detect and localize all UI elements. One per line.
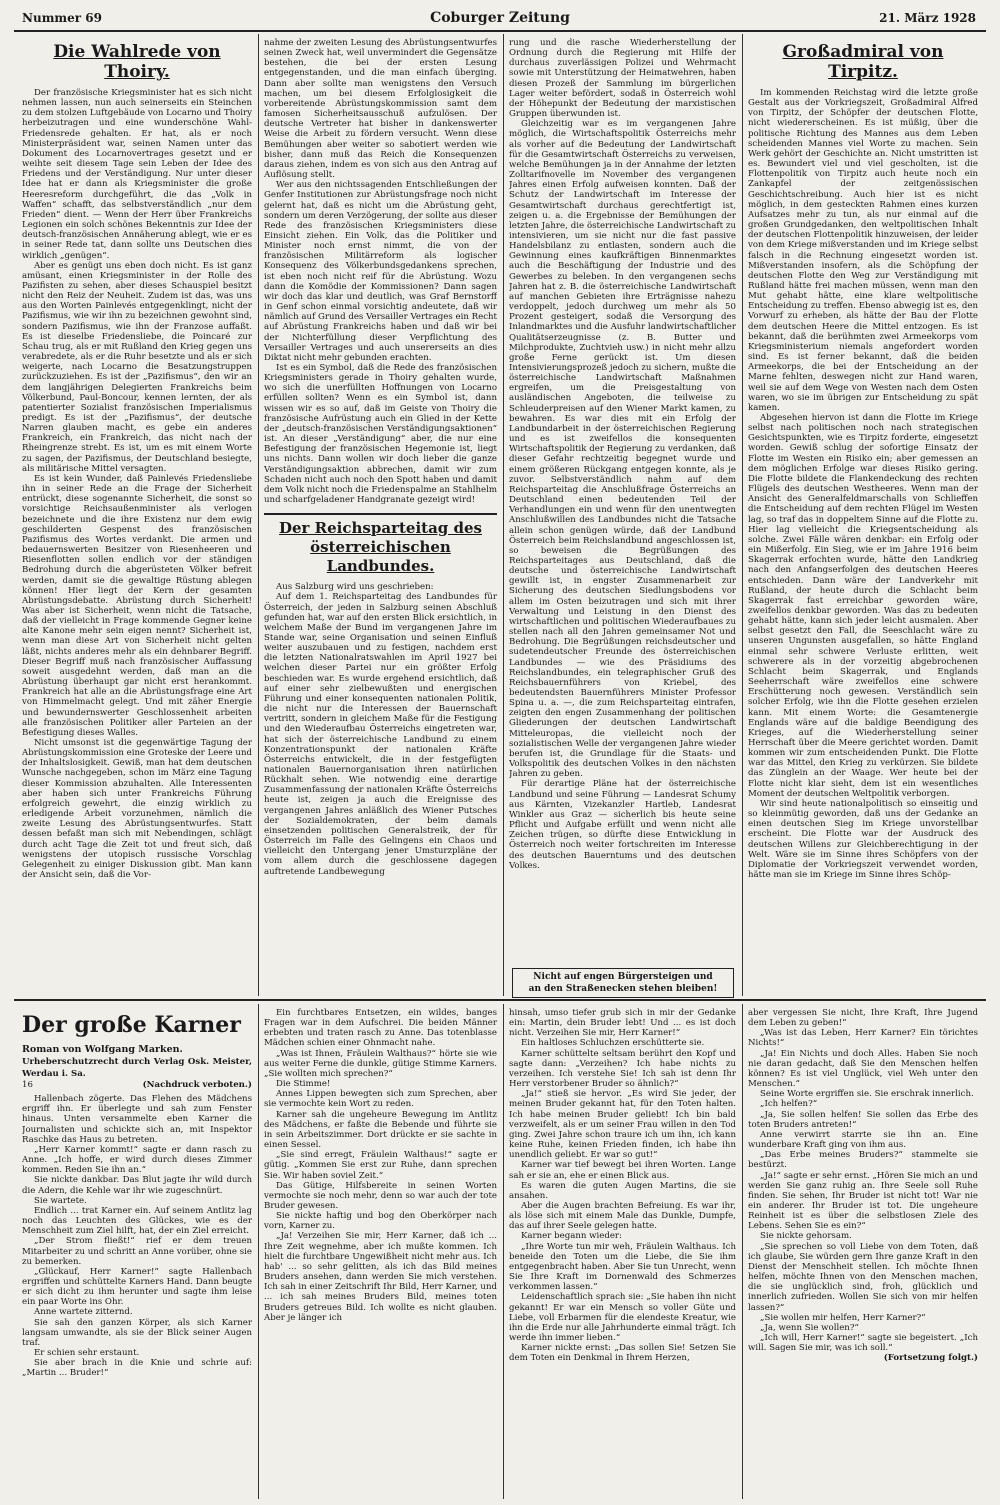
paragraph: Gleichzeitig war es im vergangenen Jahre möglich, die Wirtschaftspolitik Österreichs mehr als vorher auf die Bedeutung der Landwirtschaft für die Gesamtwirtschaft Österreichs zu verweisen, welche Bemühungen ja in der Annahme der letzten Zolltarifnovelle im November des vergangenen Jahres einen Erfolg aufweisen konnten. Daß der Schutz der Landwirtschaft im Interesse der Gesamtwirtschaft durchaus gerechtfertigt ist, zeigen u. a. die Ergebnisse der Bemühungen der letzten Jahre, die österreichische Landwirtschaft zu intensivieren, um sie nicht nur die fast passive Handelsbilanz zu entlasten, sondern auch die Gewinnung eines kaufkräftigen Binnenmarktes auch die Beschäftigung der Industrie und des Gewerbes zu beleben. In den vergangenen sechs Jahren hat z. B. die österreichische Landwirtschaft auf manchen Gebieten ihre Erträgnisse nahezu verdoppelt, jedoch durchweg um mehr als 50 Prozent gesteigert, sodaß die Versorgung des Inlandmarktes und die Ausfuhr landwirtschaftlicher Qualitätserzeugnisse (z. B. Butter und Milchprodukte, Zuchtvieh usw.) in nicht mehr allzu große Ferne gerückt ist. Um diesen Intensivierungsprozeß jedoch zu sichern, mußte die österreichische Landwirtschaft Maßnahmen ergreifen, um die Preisgestaltung von ausländischen Angeboten, die teilweise zu Schleuderpreisen auf den Wiener Markt kamen, zu bewahren. Es war dies mit ein Erfolg der Landbundarbeit in der österreichischen Regierung und es ist zweifellos die konsequenten Wirtschaftspolitik der Regierung zu verdanken, daß dieser Gefahr rechtzeitig begegnet wurde und einem größeren Rückgang entgegen konnte, als je zuvor. Selbstverständlich nahm auf dem Reichsparteitag die Anschlußfrage Österreichs an Deutschland einen bedeutenden Teil der Verhandlungen ein und wenn für den unentwegten Anschlußwillen des Landbundes nicht die Tatsache allein schon genügen würde, daß der Landbund Österreich beim Reichslandbund angeschlossen ist, so beweisen die Begrüßungen des Reichsparteitages aus Deutschland, daß die deutsche und österreichische Landwirtschaft gewillt ist, in engster Zusammenarbeit zur Sicherung des deutschen Siedlungsbodens vor allem im Osten beizutragen und sich mit ihrer Verwaltung und Leistung in den Dienst des wirtschaftlichen und politischen Wiederaufbaues zu stellen nach all den Jahren gemeinsamer Not und Bedrohung. Die Begrüßungen reichsdeutscher und sudetendeutscher Freunde des österreichischen Landbundes — wie des Präsidiums des Reichslandbundes, ein telegraphischer Gruß des Reichsbauernführers von Kriebel, des bedeutendsten Bauernführers Minister Professor Spina u. a. —, die zum Reichsparteitag eintrafen, zeigten den engen Zusammenhang der politischen Gliederungen der deutschen Landwirtschaft Mitteleuropas, die vielleicht noch der sozialistischen Welle der vergangenen Jahre wieder berufen ist, die Grundlage für die Staats- und Volkspolitik des deutschen Volkes in den nächsten Jahren zu geben.: [509, 119, 736, 780]
serial-title: Der große Karner: [22, 1012, 241, 1038]
article-tirpitz: [748, 38, 978, 996]
paragraph: Es ist kein Wunder, daß Painlevés Friedensliebe ihn in seiner Rede an die Frage der Sicherheit entrückt, diese sogenannte Sicherheit, die sonst so vorsichtige Reichsaußenminister als verlogen bezeichnete und die ihre Existenz nur dem ewig geschilderten Gespenst des französischen Pazifismus des Wortes verdankt. Die armen und bedauernswerten Besitzer von Riesenheeren und Riesenflotten sollen endlich vor der ständigen Bedrohung durch die abgerüsteten Völker befreit werden, damit sie die gewaltige Rüstung ablegen können! Hier liegt der Kern der gesamten Abrüstungsdebatte. Abrüstung durch Sicherheit! Was aber ist Sicherheit, wenn nicht die Tatsache, daß der vielleicht in Frage kommende Gegner keine alte Kanone mehr sein eigen nennt? Sicherheit ist, wenn man diese Art von Sicherheit nicht gelten läßt, nichts anderes mehr als ein dehnbarer Begriff. Dieser Begriff muß nach französischer Auffassung soweit ausgedehnt werden, daß man an die Abrüstung überhaupt gar nicht erst herankommt. Frankreich hat alle an die Abrüstungsfrage eine Art von Himmelmacht gelegt. Und mit zäher Energie und bewundernswerter Geschlossenheit arbeiten alle französischen Politiker aller Parteien an der Befestigung dieses Walles.: [22, 473, 252, 738]
paragraph: „Herr Karner kommt!“ sagte er dann rasch zu Anne. „Ich hoffe, er wird durch dieses Zimmer kommen. Reden Sie ihn an.“: [22, 1144, 252, 1176]
paragraph: Annes Lippen bewegten sich zum Sprechen, aber sie vermochte kein Wort zu reden.: [264, 1089, 497, 1110]
paragraph: Für derartige Pläne hat der österreichische Landbund und seine Führung — Landesrat Schumy aus Kärnten, Vizekanzler Hartleb, Landesrat Winkler aus Graz — sicherlich bis heute seine Pflicht und Aufgabe erfüllt und wenn nicht alle Zeichen trügen, so dürfte diese Entwicklung in Österreich noch weiter fortschreiten im Interesse des deutschen Bauerntums und des deutschen Volkes.: [509, 779, 736, 871]
issue-date: 21. März 1928: [879, 11, 976, 25]
paragraph: „Glückauf, Herr Karner!“ sagte Hallenbach ergriffen und schüttelte Karners Hand. Dann beugte er sich dicht zu ihm herunter und sagte ihm leise ein paar Worte ins Ohr.: [22, 1266, 252, 1308]
paragraph: Karner sah die ungeheure Bewegung im Antlitz des Mädchens, er faßte die Bebende und führte sie in sein Arbeitszimmer. Dort drückte er sie sachte in einen Sessel.: [264, 1109, 497, 1151]
column-2: [264, 38, 497, 996]
paragraph: Sie aber brach in die Knie und schrie auf: „Martin ... Bruder!“: [22, 1358, 252, 1379]
paragraph: Seine Worte ergriffen sie. Sie erschrak innerlich.: [760, 1089, 974, 1100]
paragraph: Leidenschaftlich sprach sie: „Sie haben ihn nicht gekannt! Er war ein Mensch so voller Güte und Liebe, voll Erbarmen für die elendeste Kreatur, wie ihn die Erde nur alle Jahrhunderte einmal trägt. Ich werde ihn immer lieben.“: [509, 1292, 736, 1343]
paragraph: „Ihre Worte tun mir weh, Fräulein Walthaus. Ich beneide den Toten um die Liebe, die Sie ihm entgegenbracht haben. Aber Sie tun Unrecht, wenn Sie Ihre Kraft im Dornenwald des Schmerzes verkommen lassen.“: [509, 1241, 736, 1293]
paragraph: „Was ist das Leben, Herr Karner? Ein törichtes Nichts!“: [748, 1028, 978, 1049]
paragraph: Sie nickte dankbar. Das Blut jagte ihr wild durch die Adern, die Kehle war ihr wie zugeschnürt.: [22, 1175, 252, 1196]
paragraph: „Ja, wenn Sie wollen?“: [760, 1322, 859, 1333]
serial-column-2: [264, 1008, 497, 1498]
serial-copyright: Urheberschutzrecht durch Verlag Osk. Meister, Werdau i. Sa.: [22, 1057, 252, 1079]
paragraph: Sie nickte haftig und bog den Oberkörper nach vorn, Karner zu.: [264, 1211, 497, 1232]
paragraph: Aber die Augen brachten Befreiung. Es war ihr, als löse sich mit einem Male das Dunkle, Dumpfe, das auf ihrer Seele gelegen hatte.: [509, 1200, 736, 1232]
serial-column-4: [748, 1008, 978, 1498]
issue-number: Nummer 69: [22, 11, 102, 25]
paragraph: Karner war tief bewegt bei ihren Worten. Lange sah er sie an, ehe er einen Blick aus.: [509, 1160, 736, 1181]
paragraph: „Sie sprechen so voll Liebe von dem Toten, daß ich glaube, Sie würden gern Ihre ganze Kraft in den Dienst der Menschheit stellen. Ich möchte Ihnen helfen, möchte Ihnen von den Menschen machen, die sie unglücklich sind, froh, glücklich und innerlich zufrieden. Wollen Sie sich von mir helfen lassen?“: [748, 1241, 978, 1313]
paragraph: „Ja! Verzeihen Sie mir, Herr Karner, daß ich ... Ihre Zeit wegnehme, aber ich mußte kommen. Ich hielt die furchtbare Ungewißheit nicht mehr aus. Ich hab' ... so sehr gelitten, als ich das Bild meines Bruders ansehen, dann werden Sie mich verstehen. Ich sah in einer Zeitschrift Ihr Bild, Herr Karner, und ... ich sah meines Bruders Bild, meines toten Bruders getreues Bild. Ich wollte es nicht glauben. Aber je länger ich: [264, 1231, 497, 1323]
column-rule: [742, 34, 743, 996]
paragraph: „Sie sind erregt, Fräulein Walthaus!“ sagte er gütig. „Kommen Sie erst zur Ruhe, dann sprechen Sie. Wir haben soviel Zeit.“: [264, 1150, 497, 1181]
serial-reprint-note: (Nachdruck verboten.): [142, 1080, 252, 1090]
serial-number: 16: [22, 1080, 33, 1090]
paragraph: Abgesehen hiervon ist dann die Flotte im Kriege selbst nach politischen noch nach strategischen Gesichtspunkten, wie es Tirpitz forderte, eingesetzt worden. Gewiß schlug der sofortige Einsatz der Flotte im Westen ein Risiko ein; aber gemessen an dem möglichen Erfolge war dieses Risiko gering. Die Flotte bildete die Flankendeckung des rechten Flügels des deutschen Westheeres. Wenn man der Ansicht des Generalfeldmarschalls von Schlieffen die Entscheidung auf dem rechten Flügel im Westen lag, so traf das in doppeltem Sinne auf die Flotte zu. Hier lag vielleicht die Kriegsentscheidung als solche. Zwei Fälle wären denkbar: ein Erfolg oder ein Mißerfolg. Ein Sieg, wie er im Jahre 1916 beim Skagerrak erfochten wurde, hätte den Landkrieg nach den Anfangserfolgen des deutschen Heeres entschieden. Dann wäre der Landverkehr mit Rußland, der heute durch die Schlacht beim Skagerrak fast erreichbar geworden wäre, zweifellos denkbar geworden. Was das zu bedeuten gehabt hätte, kann sich jeder leicht ausmalen. Aber selbst gesetzt den Fall, die Seeschlacht wäre zu unseren Ungunsten ausgefallen, so hätte England einmal sehr schwere Verluste erlitten, weit schwerere als in der vorzeitig abgebrochenen Schlacht beim Skagerrak, und Englands Seeherrschaft wäre zweifellos eine schwere Erschütterung noch gewesen. Verständlich sein solcher Erfolg, wie ihn die Flotte gesehen erzielen kann. Mit einem Worte: die Gesamtenergie Englands wäre auf die baldige Beendigung des Krieges, auf die Wiederherstellung seiner Herrschaft über die Meere gerichtet worden. Damit kommen wir zum entscheidenden Punkt. Die Flotte war das Mittel, den Krieg zu verkürzen. Sie bildete das Zünglein an der Waage. Wer heute bei der Flotte nicht klar sieht, dem ist ein wesentliches Moment der deutschen Weltpolitik verborgen.: [748, 413, 978, 799]
paragraph: aber vergessen Sie nicht, Ihre Kraft, Ihre Jugend dem Leben zu geben!“: [748, 1008, 978, 1029]
article-title: Die Wahlrede von Thoiry.: [53, 42, 221, 82]
column-3: [509, 38, 736, 963]
column-rule: [258, 1004, 259, 1499]
article-wahlrede: [22, 38, 252, 996]
column-rule: [742, 1004, 743, 1499]
paragraph: Ein haltloses Schluchzen erschütterte sie.: [521, 1038, 705, 1049]
serial-column-3: [509, 1008, 736, 1498]
paragraph: Nicht umsonst ist die gegenwärtige Tagung der Abrüstungskommission eine Groteske der Leere und der Inhaltslosigkeit. Gewiß, man hat dem deutschen Wunsche nachgegeben, schon im März eine Tagung dieser Kommission abzuhalten. Alle Interessenten aber haben sich unter Frankreichs Führung erfolgreich gewehrt, die einzig wirklich zu erledigende Arbeit vorzunehmen, nämlich die zweite Lesung des Abrüstungsentwurfes. Statt dessen befaßt man sich mit Nebendingen, schlägt durch acht Tage die Zeit tot und freut sich, daß wenigstens der utopisch russische Vorschlag Gelegenheit zu einiger Diskussion gibt. Man kann der Ansicht sein, daß die Vor-: [22, 738, 252, 881]
continuation-note: (Fortsetzung folgt.): [883, 1353, 978, 1364]
paragraph: Der französische Kriegsminister hat es sich nicht nehmen lassen, nun auch seinerseits ein Steinchen zu dem stolzen Luftgebäude von Locarno und Thoiry herbeizutragen und eine wunderschöne Wahl-Friedensrede gehalten. Er hat, als er noch Ministerpräsident war, seinen Namen unter das Dokument des Locarnovertrages gesetzt und er weihte seit diesem Tage sein Leben der Idee des Friedens und der Verständigung. Nur unter dieser Idee hat er dann als Kriegsminister die große Heeresreform durchgeführt, die das „Volk in Waffen“ schafft, das selbstverständlich „nur dem Frieden“ dient. — Wenn der Herr über Frankreichs Legionen ein solch schönes Bekenntnis zur Idee der deutsch-französischen Annäherung ablegt, wie er es in seiner Rede tat, dann sollte uns Deutschen dies wirklich „genügen“.: [22, 88, 252, 261]
paragraph: „Ja!“ sagte er sehr ernst. „Hören Sie mich an und werden Sie ganz ruhig an. Ihre Seele soll Ruhe finden. Sie sehen, Ihr Bruder ist nicht tot! War nie ein anderer. Ihr Bruder ist tot. Die ungeheure Reinheit ist es über die selbstlosen Ziele des Lebens. Sehen Sie es ein?“: [748, 1170, 978, 1232]
notice-line: Nicht auf engen Bürgersteigen und: [533, 972, 713, 982]
paragraph: nahme der zweiten Lesung des Abrüstungsentwurfes seinen Zweck hat, weil unvermindert die Gegensätze bestehen, die bei der ersten Lesung entgegenstanden, und die man einfach überging. Dann aber sollte man wenigstens den Versuch machen, um bei diesem Erfolglosigkeit die vorbereitende Abrüstungskommission samt dem famosen Sicherheitsausschuß aufzulösen. Der deutsche Vertreter hat bisher in dankenswerter Weise die Arbeit zu fördern versucht. Wenn diese Bemühungen aber weiter so sabotiert werden wie bisher, dann muß das Reich die Konsequenzen daraus ziehen, indem es von sich aus den Antrag auf Auflösung stellt.: [264, 38, 497, 181]
article-divider: [264, 513, 497, 515]
paragraph: Karner begann wieder:: [521, 1231, 622, 1242]
notice-line: an den Straßenecken stehen bleiben!: [528, 984, 718, 994]
paragraph: „Ja! Ein Nichts und doch Alles. Haben Sie noch nie daran gedacht, daß Sie den Menschen helfen können? Es ist viel Unglück, viel Weh unter den Menschen.“: [748, 1048, 978, 1090]
paragraph: „Der Strom fließt!“ rief er dem treuen Mitarbeiter zu und schritt an Anne vorüber, ohne sie zu bemerken.: [22, 1236, 252, 1267]
serial-column-1: [22, 1008, 252, 1498]
paragraph: „Was ist Ihnen, Fräulein Walthaus?“ hörte sie wie aus weiter Ferne die dunkle, gütige Stimme Karners. „Sie wollten mich sprechen?“: [264, 1048, 497, 1079]
column-rule: [503, 34, 504, 996]
paragraph: Ist es ein Symbol, daß die Rede des französischen Kriegsministers gerade in Thoiry gehalten wurde, wo sich die unerfüllten Hoffnungen von Locarno erfüllen sollten? Wenn es ein Symbol ist, dann wissen wir es so auf, daß im Geiste von Thoiry die französische Aufrüstung auch ein Glied in der Kette der „deutsch-französischen Verständigungsaktionen“ ist. An dieser „Verständigung“ aber, die nur eine Befestigung der französischen Hegemonie ist, liegt uns nichts. Dann wollen wir doch lieber die ganze Verständigungsaktion abbrechen, damit wir zum Schaden nicht auch noch den Spott haben und damit dem Volk nicht noch die Friedenspalme an Stahlhelm und scharfgeladener Handgranate gezeigt wird!: [264, 363, 497, 506]
paragraph: „Ja, Sie sollen helfen! Sie sollen das Erbe des toten Bruders antreten!“: [748, 1109, 978, 1130]
newspaper-title: Coburger Zeitung: [430, 10, 570, 26]
paragraph: Karner nickte ernst: „Das sollen Sie! Setzen Sie dem Toten ein Denkmal in Ihrem Herzen,: [509, 1343, 736, 1364]
serial-subtitle: Roman von Wolfgang Marken.: [22, 1044, 183, 1055]
paragraph: Anne wartete zitternd.: [34, 1307, 133, 1318]
paragraph: Ein furchtbares Entsetzen, ein wildes, banges Fragen war in dem Aufschrei. Die beiden Männer erbebten und traten rasch zu Anne. Das totenblasse Mädchen schien einer Ohnmacht nahe.: [264, 1008, 497, 1049]
paragraph: „Sie wollen mir helfen, Herr Karner?“: [760, 1312, 926, 1323]
paragraph: rung und die rasche Wiederherstellung der Ordnung durch die Regierung mit Hilfe der durchaus zuverlässigen Polizei und Wehrmacht sowie mit Unterstützung der Heimatwehren, haben diesen Prozeß der Sammlung im bürgerlichen Lager weiter befördert, sodaß in Österreich wohl der Höhepunkt der Bedeutung der marxistischen Gruppen überwunden ist.: [509, 38, 736, 120]
paragraph: Im kommenden Reichstag wird die letzte große Gestalt aus der Vorkriegszeit, Großadmiral Alfred von Tirpitz, der Schöpfer der deutschen Flotte, nicht wiedererscheinen. Es ist müßig, über die politische Richtung des Mannes aus dem Leben scheidenden Mannes viel Worte zu machen. Sein Werk gehört der Geschichte an. Nicht umstritten ist es. Bewundert viel und viel gescholten, ist die Flottenpolitik von Tirpitz auch heute noch ein Zankapfel der zeitgenössischen Geschichtschreibung. Auch hier ist es nicht möglich, in dem gesteckten Rahmen eines kurzen Aufsatzes mehr zu tun, als nur einmal auf die großen Grundgedanken, den weltpolitischen Inhalt der deutschen Flottenpolitik hinzuweisen, der leider von dem Kriege mißverstanden und im Kriege selbst falsch in die Rechnung eingesetzt worden ist. Mißverstanden insofern, als die Schöpfung der deutschen Flotte den Weg zur Verständigung mit Rußland hätte frei machen müssen, wenn man den Mut gehabt hätte, eine klare weltpolitische Entscheidung zu treffen. Ebenso abwegig ist es, den Vorwurf zu erheben, als hätte der Bau der Flotte dem deutschen Heere die Mittel entzogen. Es ist bekannt, daß die berühmten zwei Armeekorps vom Kriegsministerium niemals angefordert worden sind. Es ist ferner bekannt, daß die beiden Armeekorps, die bei der Entscheidung an der Marne fehlten, deswegen nicht zur Hand waren, weil sie auf dem Wege von Westen nach dem Osten waren, wo sie im übrigen zur Entscheidung zu spät kamen.: [748, 88, 978, 413]
paragraph: hinsah, umso tiefer grub sich in mir der Gedanke ein: Martin, dein Bruder lebt! Und ... es ist doch nicht. Verzeihen Sie mir, Herr Karner!“: [509, 1008, 736, 1039]
article-title: Großadmiral von Tirpitz.: [782, 42, 944, 82]
article-title: Der Reichsparteitag des österreichischen Landbundes.: [279, 519, 482, 576]
paragraph: Das Gütige, Hilfsbereite in seinen Worten vermochte sie noch mehr, denn so war auch der tote Bruder gewesen.: [264, 1180, 497, 1211]
section-rule: [14, 999, 986, 1001]
paragraph: „Das Erbe meines Bruders?“ stammelte sie bestürzt.: [748, 1150, 978, 1171]
paragraph: Anne verwirrt starrte sie ihn an. Eine wunderbare Kraft ging von ihm aus.: [748, 1129, 978, 1151]
paragraph: Sie sah den ganzen Körper, als sich Karner langsam umwandte, als sie der Blick seiner Augen traf.: [22, 1317, 252, 1348]
paragraph: Aber es genügt uns eben doch nicht. Es ist ganz amüsant, einen Kriegsminister in der Rolle des Pazifisten zu sehen, aber dieses Schauspiel besitzt nicht den Reiz der Neuheit. Zudem ist das, was uns aus den Worten Painlevés entgegenklingt, nicht der Pazifismus, wie wir ihn zu bezeichnen gewohnt sind, sondern Pazifismus, wie ihn der Franzose auffaßt. Es ist dieselbe Friedensliebe, die Poincaré zur Schau trug, als er mit Rußland den Krieg gegen uns verabredete, als er die Ruhr besetzte und als er sich weigerte, nach Locarno die Besatzungstruppen zurückzuziehen. Es ist der „Pazifismus“, den wir an dem langjährigen Delegierten Frankreichs beim Völkerbund, Paul-Boncour, kennen lernten, der als patentierter Sozialist französischen Imperialismus predigt. Es ist der „Pazifismus“, der deutsche Narren glauben macht, es gebe ein anderes Frankreich, ein Frankreich, das nicht nach der Rheingrenze strebt. Es ist, um es mit einem Worte zu sagen, der Pazifismus, der Deutschland besiegte, als militärische Mittel versagten.: [22, 260, 252, 474]
paragraph: „Ich helfen?“: [760, 1099, 818, 1110]
paragraph: Er schien sehr erstaunt.: [34, 1348, 140, 1359]
paragraph: Auf dem 1. Reichsparteitag des Landbundes für Österreich, der jeden in Salzburg seinen Abschluß gefunden hat, war auf den ersten Blick ersichtlich, in welchem Maße der Bund im vergangenen Jahre im Stande war, seine Organisation und seinen Einfluß weiter auszubauen und zu festigen, nachdem erst die letzten Nationalratswahlen im April 1927 bei welchen dieser Partei nur ein größter Erfolg beschieden war. Es wurde ergehend ersichtlich, daß auf einer sehr zielbewußten und energischen Führung und einer konsequenten nationalen Politik, die nicht nur die Interessen der Bauernschaft vertritt, sondern in gleichem Maße für die Festigung und den Wiederaufbau Österreichs eingetreten war, hat sich der österreichische Landbund zu einem Konzentrationspunkt der nationalen Kräfte Österreichs entwickelt, die in der festgefügten nationalen Bauernorganisation ihren natürlichen Rückhalt sehen. Wie notwendig eine derartige Zusammenfassung der nationalen Kräfte Österreichs heute ist, zeigen ja auch die Ereignisse des vergangenen Jahres anläßlich des Wiener Putsches der Sozialdemokraten, der beim damals einsetzenden politischen Generalstreik, der für Österreich im Falle des Gelingens ein Chaos und vielleicht den Untergang jener Umsturzpläne der vom allem durch die geschlossene dagegen auftretende Landbewegung: [264, 592, 497, 877]
paragraph: Wer aus den nichtssagenden Entschließungen der Genfer Institutionen zur Abrüstungsfrage noch nicht gelernt hat, daß es nicht um die Abrüstung geht, sondern um deren Verzögerung, der sollte aus dieser Rede des französischen Kriegsministers diese Einsicht ziehen. Ein Volk, das die Politiker und Minister noch ernst nimmt, die von der französischen Militärreform als logischer Konsequenz des Völkerbundsgedankens sprechen, ist eben noch nicht reif für die Abrüstung. Wozu dann die Komödie der Kommissionen? Dann sagen wir doch das klar und deutlich, was Graf Bernstorff in Genf schon einmal vorsichtig andeutete, daß wir nämlich auf Grund des Versailler Vertrages ein Recht auf Abrüstung Frankreichs haben und daß wir bei der Nichterfüllung dieser Verpflichtung des Versailler Vertrages und auch unsererseits an dies Diktat nicht mehr gebunden erachten.: [264, 180, 497, 363]
paragraph: Karner schüttelte seltsam berührt den Kopf und sagte dann: „Verzeihen? Ich habe nichts zu verzeihen. Ich verstehe Sie! Ich sah ist denn Ihr Herr verstorbener Bruder so ähnlich?“: [509, 1048, 736, 1090]
paragraph: Die Stimme!: [276, 1079, 331, 1090]
paragraph: „Ich will, Herr Karner!“ sagte sie begeistert. „Ich will. Sagen Sie mir, was ich soll.“: [748, 1333, 978, 1354]
notice-box: [512, 968, 734, 998]
paragraph: „Ja!“ stieß sie hervor. „Es wird Sie jeder, der meinen Bruder gekannt hat, für den Toten halten. Ich habe meinen Bruder geliebt! Ich bin bald verzweifelt, als er um seiner Frau willen in den Tod ging. Zwei Jahre schon traure ich um ihn, ich kann keine Ruhe, keinen Frieden finden, ich habe ihn unendlich geliebt. Er war so gut!“: [509, 1089, 736, 1161]
paragraph: Wir sind heute nationalpolitisch so einseitig und so kleinmütig geworden, daß uns der Gedanke an einen deutschen Sieg im Kriege unvorstellbar erscheint. Die Flotte war der Ausdruck des deutschen Willens zur Gleichberechtigung in der Welt. Wäre sie im Sinne ihres Schöpfers von der Diplomatie der Vorkriegszeit verwendet worden, hätte man sie im Kriege im Sinne ihres Schöp-: [748, 798, 978, 881]
paragraph: Sie wartete.: [34, 1195, 87, 1206]
paragraph: Es waren die guten Augen Martins, die sie ansahen.: [509, 1180, 736, 1201]
paragraph: Endlich ... trat Karner ein. Auf seinem Antlitz lag noch das Leuchten des Glückes, wie es der Menschheit zum Ziel hilft, hat, der ein Ziel erreicht.: [22, 1205, 252, 1237]
column-rule: [258, 34, 259, 996]
paragraph: Sie nickte gehorsam.: [760, 1231, 852, 1242]
column-rule: [503, 1004, 504, 1499]
paragraph: Hallenbach zögerte. Das Flehen des Mädchens ergriff ihn. Er überlegte und sah zum Fenster hinaus. Unten versammelte eben Karner die Journalisten und schickte sich an, mit Inspektor Raschke das Haus zu betreten.: [22, 1094, 252, 1145]
dateline: Aus Salzburg wird uns geschrieben:: [276, 582, 434, 593]
masthead-bar: [14, 8, 986, 32]
